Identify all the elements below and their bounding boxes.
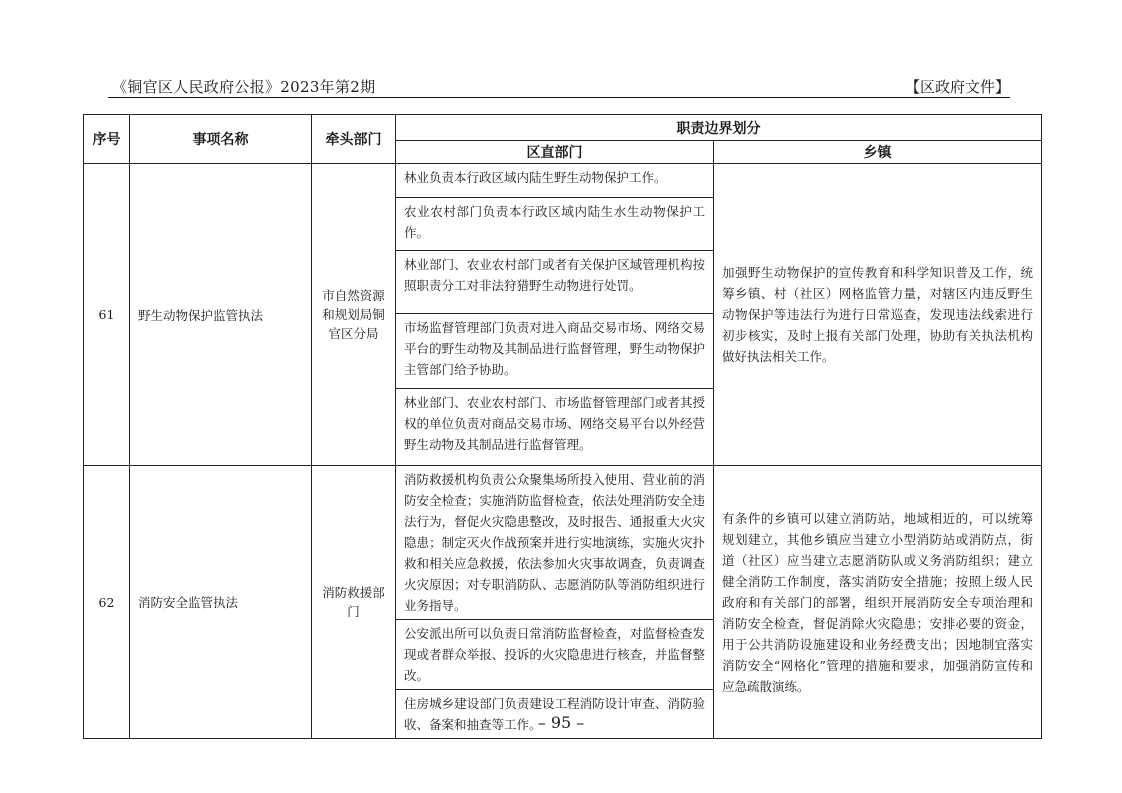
row-lead-dept: 消防救援部门 xyxy=(312,466,396,739)
town-duty: 加强野生动物保护的宣传教育和科学知识普及工作，统筹乡镇、村（社区）网格监管力量，对辖区内违反野生动物保护等违法行为进行日常巡查，发现违法线索进行初步核实，及时上报有关部门处理，协助有关执法机构做好执法相关工作。 xyxy=(714,164,1042,466)
table-row xyxy=(84,466,1042,620)
col-header-item: 事项名称 xyxy=(130,115,312,164)
district-duty: 林业部门、农业农村部门、市场监督管理部门或者其授权的单位负责对商品交易市场、网络交易平台以外经营野生动物及其制品进行监督管理。 xyxy=(396,389,714,466)
district-duty: 住房城乡建设部门负责建设工程消防设计审查、消防验收、备案和抽查等工作。 xyxy=(396,690,714,739)
col-header-district: 区直部门 xyxy=(396,141,714,164)
district-duty: 公安派出所可以负责日常消防监督检查，对监督检查发现或者群众举报、投诉的火灾隐患进行核查，并监督整改。 xyxy=(396,620,714,690)
row-index: 62 xyxy=(84,466,130,739)
page-number: – 95 – xyxy=(537,713,585,732)
district-duty: 消防救援机构负责公众聚集场所投入使用、营业前的消防安全检查；实施消防监督检查，依法处理消防安全违法行为，督促火灾隐患整改，及时报告、通报重大火灾隐患；制定灭火作战预案并进行实地演练，实施火灾扑救和相关应急救援，依法参加火灾事故调查，负责调查火灾原因；对专职消防队、志愿消防队等消防组织进行业务指导。 xyxy=(396,466,714,620)
bulletin-title: 《铜官区人民政府公报》2023年第2期 xyxy=(112,78,376,96)
district-duty: 林业部门、农业农村部门或者有关保护区域管理机构按照职责分工对非法狩猎野生动物进行处罚。 xyxy=(396,251,714,314)
responsibility-table xyxy=(83,114,1042,739)
row-item: 消防安全监管执法 xyxy=(130,466,312,739)
section-label: 【区政府文件】 xyxy=(904,78,1010,96)
col-header-town: 乡镇 xyxy=(714,141,1042,164)
col-header-duty: 职责边界划分 xyxy=(396,115,1042,141)
row-index: 61 xyxy=(84,164,130,466)
table-row xyxy=(84,164,1042,198)
header-divider xyxy=(108,97,1010,98)
town-duty: 有条件的乡镇可以建立消防站，地域相近的，可以统筹规划建立，其他乡镇应当建立小型消防站或消防点，街道（社区）应当建立志愿消防队或义务消防组织；建立健全消防工作制度，落实消防安全措施；按照上级人民政府和有关部门的部署，组织开展消防安全专项治理和消防安全检查，督促消除火灾隐患；安排必要的资金，用于公共消防设施建设和业务经费支出；因地制宜落实消防安全“网格化”管理的措施和要求，加强消防宣传和应急疏散演练。 xyxy=(714,466,1042,739)
district-duty: 农业农村部门负责本行政区域内陆生水生动物保护工作。 xyxy=(396,198,714,251)
header-row xyxy=(84,115,1042,141)
col-header-index: 序号 xyxy=(84,115,130,164)
row-item: 野生动物保护监管执法 xyxy=(130,164,312,466)
district-duty: 林业负责本行政区域内陆生野生动物保护工作。 xyxy=(396,164,714,198)
district-duty: 市场监督管理部门负责对进入商品交易市场、网络交易平台的野生动物及其制品进行监督管理，野生动物保护主管部门给予协助。 xyxy=(396,314,714,389)
col-header-lead: 牵头部门 xyxy=(312,115,396,164)
row-lead-dept: 市自然资源和规划局铜官区分局 xyxy=(312,164,396,466)
